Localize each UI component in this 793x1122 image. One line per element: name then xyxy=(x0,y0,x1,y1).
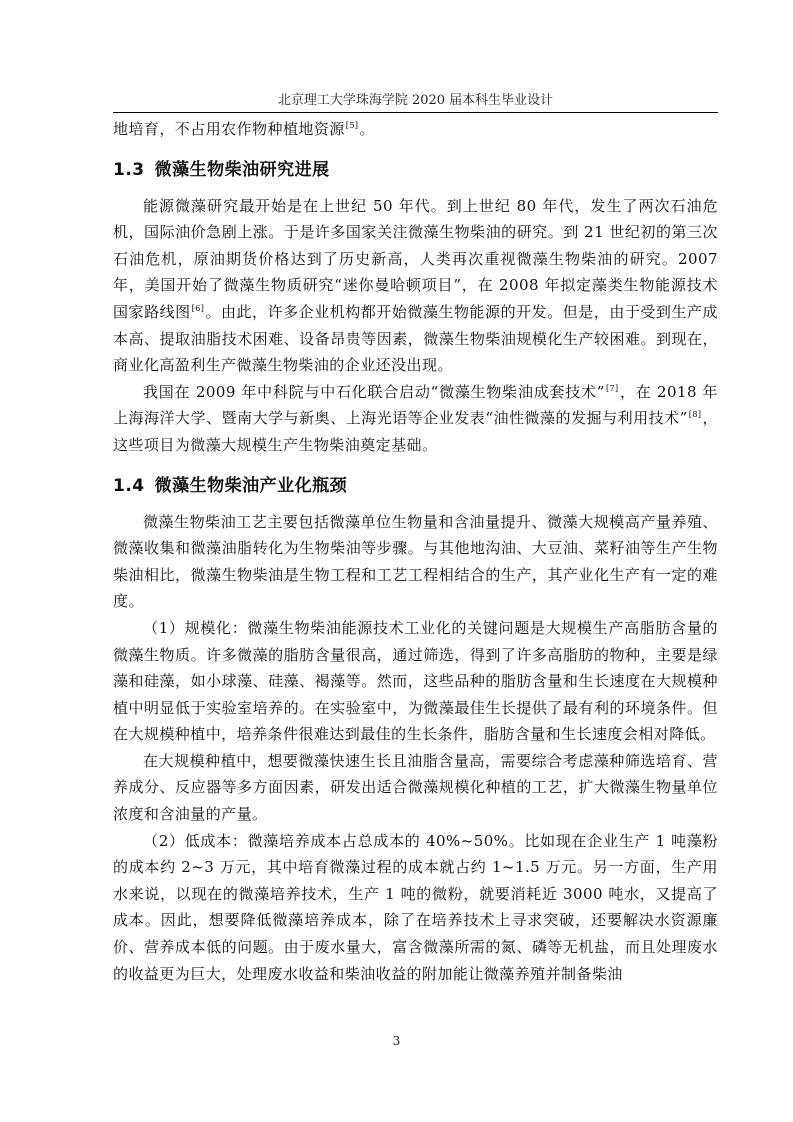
running-header: 北京理工大学珠海学院 2020 届本科生毕业设计 xyxy=(277,93,554,108)
paragraph-text: ，这些项目为微藻大规模生产生物柴油奠定基础。 xyxy=(113,409,718,454)
header-rule xyxy=(113,112,718,113)
citation-ref: [8] xyxy=(688,410,702,420)
paragraph: （1）规模化：微藻生物柴油能源技术工业化的关键问题是大规模生产高脂肪含量的微藻生物质。许多微藻的脂肪含量很高，通过筛选，得到了许多高脂肪的物种，主要是绿藻和硅藻，如小球藻、硅藻、褐藻等。然而，这些品种的脂肪含量和生长速度在大规模种植中明显低于实验室培养的。在实验室中，为微藻最佳生长提供了最有利的环境条件。但在大规模种植中，培养条件很难达到最佳的生长条件，脂肪含量和生长速度会相对降低。 xyxy=(113,618,718,744)
section-number: 1.3 xyxy=(113,159,145,180)
page-number: 3 xyxy=(392,1034,401,1048)
page-body xyxy=(113,116,718,987)
paragraph: 微藻生物柴油工艺主要包括微藻单位生物量和含油量提升、微藻大规模高产量养殖、微藻收集和微藻油脂转化为生物柴油等步骤。与其他地沟油、大豆油、菜籽油等生产生物柴油相比，微藻生物柴油是生物工程和工艺工程相结合的生产，其产业化生产有一定的难度。 xyxy=(113,512,718,611)
paragraph-text: ，在 2018 年上海海洋大学、暨南大学与新奥、上海光语等企业发表“油性微藻的发掘与利用技术” xyxy=(113,382,718,428)
paragraph-text: 能源微藻研究最开始是在上世纪 50 年代。到上世纪 80 年代，发生了两次石油危机，国际油价急剧上涨。于是许多国家关注微藻生物柴油的研究。到 21 世纪初的第三次石油危机，原油期货价格达到了历史新高，人类再次重视微藻生物柴油的研究。2007 年，美国开始了微藻生物质研究“迷你曼哈顿项目”，在 2008 年拟定藻类生物能源技术国家路线图 xyxy=(113,196,718,321)
section-heading-1-3 xyxy=(113,153,718,187)
paragraph: 在大规模种植中，想要微藻快速生长且油脂含量高，需要综合考虑藻种筛选培育、营养成分、反应器等多方面因素，研发出适合微藻规模化种植的工艺，扩大微藻生物量单位浓度和含油量的产量。 xyxy=(113,751,718,824)
section-title: 微藻生物柴油研究进展 xyxy=(154,159,330,180)
section-title: 微藻生物柴油产业化瓶颈 xyxy=(154,475,348,496)
section-number: 1.4 xyxy=(113,475,145,496)
continued-text: 地培育，不占用农作物种植地资源 xyxy=(113,120,345,138)
citation-ref: [6] xyxy=(191,303,205,313)
section-heading-1-4 xyxy=(113,469,718,503)
paragraph-text: 我国在 2009 年中科院与中石化联合启动“微藻生物柴油成套技术” xyxy=(143,382,605,401)
continued-tail: 。 xyxy=(359,120,375,138)
paragraph: （2）低成本：微藻培养成本占总成本的 40%~50%。比如现在企业生产 1 吨藻粉的成本约 2~3 万元，其中培育微藻过程的成本就占约 1~1.5 万元。另一方面，生产用水来说，以现在的微藻培养技术，生产 1 吨的微粉，就要消耗近 3000 吨水，又提高了成本。因此，想要降低微藻培养成本，除了在培养技术上寻求突破，还要解决水资源廉价、营养成本低的问题。由于废水量大，富含微藻所需的氮、磷等无机盐，而且处理废水的收益更为巨大，处理废水收益和柴油收益的附加能让微藻养殖并制备柴油 xyxy=(113,831,718,983)
paragraph xyxy=(113,193,718,379)
continued-paragraph xyxy=(113,116,718,143)
paragraph xyxy=(113,379,718,459)
paragraph-text: 。由此，许多企业机构都开始微藻生物能源的开发。但是，由于受到生产成本高、提取油脂技术困难、设备昂贵等因素，微藻生物柴油规模化生产较困难。到现在，商业化高盈利生产微藻生物柴油的企业还没出现。 xyxy=(113,302,718,375)
citation-ref: [5] xyxy=(345,121,359,130)
citation-ref: [7] xyxy=(605,383,619,393)
